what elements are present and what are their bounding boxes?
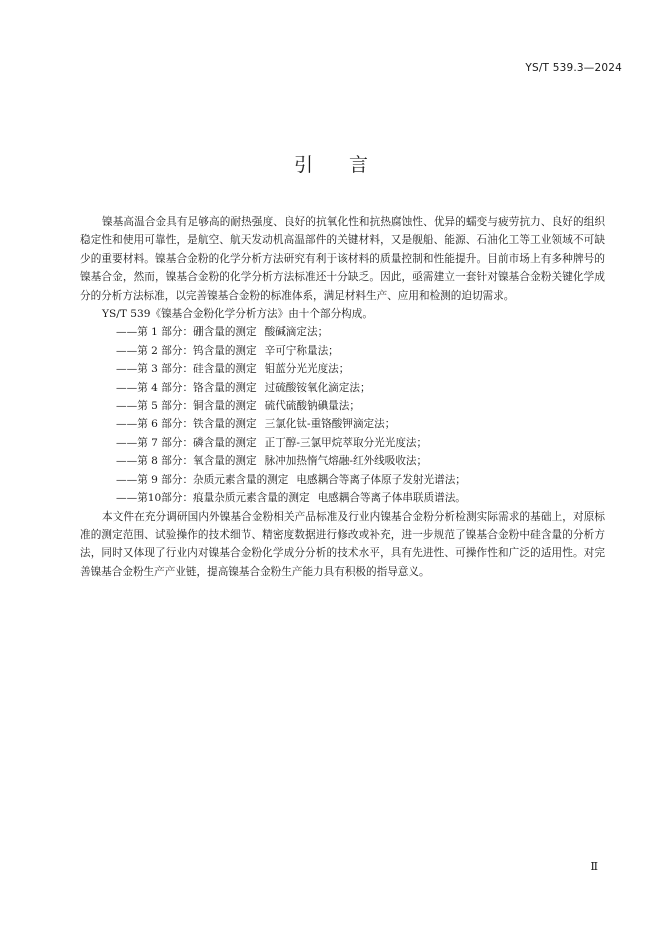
part-name: ——第 1 部分：硼含量的测定	[116, 326, 257, 339]
part-name: ——第 8 部分：氧含量的测定	[116, 455, 257, 468]
list-item	[80, 397, 605, 415]
part-method: 脉冲加热惰气熔融-红外线吸收法；	[264, 455, 428, 468]
standard-code: YS/T 539.3—2024	[525, 62, 622, 74]
part-method: 电感耦合等离子体串联质谱法。	[317, 492, 466, 505]
part-method: 电感耦合等离子体原子发射光谱法；	[296, 473, 466, 486]
list-item	[80, 415, 605, 433]
parts-list	[80, 323, 605, 507]
part-name: ——第 5 部分：铜含量的测定	[116, 400, 257, 413]
intro-paragraph-3: 本文件在充分调研国内外镍基合金粉相关产品标准及行业内镍基合金粉分析检测实际需求的基础上，对原标准的测定范围、试验操作的技术细节、精密度数据进行修改或补充，进一步规范了镍基合金粉中硅含量的分析方法，同时又体现了行业内对镍基合金粉化学成分分析的技术水平，具有先进性、可操作性和广泛的适用性。对完善镍基合金粉生产产业链，提高镍基合金粉生产能力具有积极的指导意义。	[80, 510, 605, 578]
page-title: 引言	[293, 154, 404, 176]
part-method: 酸碱滴定法；	[264, 326, 329, 339]
part-method: 三氯化钛-重铬酸钾滴定法；	[264, 418, 396, 431]
list-item	[80, 489, 605, 507]
list-item	[80, 434, 605, 452]
page-number: Ⅱ	[590, 860, 598, 873]
part-name: ——第10部分：痕量杂质元素含量的测定	[116, 492, 310, 505]
list-item	[80, 379, 605, 397]
list-item	[80, 323, 605, 341]
intro-paragraph-2: YS/T 539《镍基合金粉化学分析方法》由十个部分构成。	[102, 308, 373, 321]
part-name: ——第 7 部分：磷含量的测定	[116, 436, 257, 449]
part-name: ——第 4 部分：铬含量的测定	[116, 381, 257, 394]
list-item	[80, 452, 605, 470]
part-name: ——第 6 部分：铁含量的测定	[116, 418, 257, 431]
part-name: ——第 3 部分：硅含量的测定	[116, 363, 257, 376]
list-item	[80, 342, 605, 360]
part-method: 硫代硫酸钠碘量法；	[264, 400, 360, 413]
document-body	[80, 213, 605, 581]
part-name: ——第 9 部分：杂质元素含量的测定	[116, 473, 289, 486]
part-method: 钼蓝分光光度法；	[264, 363, 350, 376]
intro-paragraph-1: 镍基高温合金具有足够高的耐热强度、良好的抗氧化性和抗热腐蚀性、优异的蠕变与疲劳抗力、良好的组织稳定性和使用可靠性，是航空、航天发动机高温部件的关键材料，又是舰船、能源、石油化工等工业领域不可缺少的重要材料。镍基合金粉的化学分析方法研究有利于该材料的质量控制和性能提升。目前市场上有多种牌号的镍基合金，然而，镍基合金粉的化学分析方法标准还十分缺乏。因此，亟需建立一套针对镍基合金粉关键化学成分的分析方法标准，以完善镍基合金粉的标准体系，满足材料生产、应用和检测的迫切需求。	[80, 216, 605, 302]
list-item	[80, 360, 605, 378]
part-name: ——第 2 部分：钨含量的测定	[116, 344, 257, 357]
list-item	[80, 471, 605, 489]
part-method: 正丁醇-三氯甲烷萃取分光光度法；	[264, 436, 428, 449]
part-method: 过硫酸铵氧化滴定法；	[264, 381, 371, 394]
part-method: 辛可宁称量法；	[264, 344, 339, 357]
